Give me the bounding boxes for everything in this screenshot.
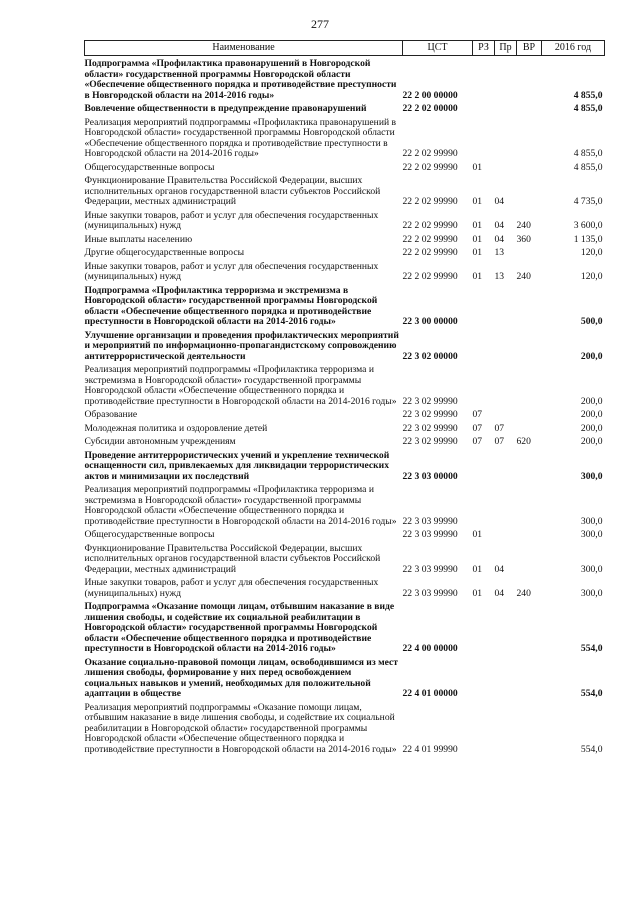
cell-cst: 22 3 03 99990 (402, 587, 458, 599)
cell-name: Реализация мероприятий подпрограммы «Профилактика правонарушений в Новгородской области» государственной программы Новгородской области «Обеспечение общественного порядка и противодействие преступности в Новгородской области на 2014-2016 годы» (84, 116, 397, 159)
table-row (85, 283, 605, 328)
table-row (85, 655, 605, 700)
cell-rz: 07 (472, 422, 483, 434)
table-row (85, 173, 605, 208)
cell-pr (495, 362, 517, 407)
cell-name: Иные закупки товаров, работ и услуг для обеспечения государственных (муниципальных) нужд (84, 260, 379, 282)
cell-amount: 300,0 (580, 587, 603, 599)
cell-pr: 04 (494, 220, 505, 231)
cell-name: Функционирование Правительства Российской Федерации, высших исполнительных органов государственной власти субъектов Российской Федерации, местных администраций (84, 175, 381, 207)
cell-cst: 22 4 01 00000 (402, 688, 458, 699)
table-row (85, 541, 605, 576)
cell-rz: 01 (472, 271, 483, 282)
header-cst: ЦСТ (403, 41, 473, 56)
table-row (85, 448, 605, 483)
cell-pr: 04 (494, 587, 505, 599)
cell-vr (517, 362, 542, 407)
cell-rz (473, 101, 495, 115)
cell-amount: 300,0 (580, 470, 603, 482)
table-row (85, 482, 605, 527)
cell-cst: 22 3 02 99990 (402, 409, 458, 420)
cell-rz (473, 362, 495, 407)
cell-vr (517, 421, 542, 435)
cell-rz: 01 (472, 247, 483, 258)
header-year: 2016 год (542, 41, 605, 56)
table-row (85, 232, 605, 246)
cell-name: Иные выплаты населению (84, 233, 193, 245)
cell-amount: 200,0 (580, 350, 603, 362)
cell-pr (495, 101, 517, 115)
cell-amount: 300,0 (580, 563, 603, 575)
budget-table (84, 40, 605, 755)
cell-vr (517, 283, 542, 328)
cell-amount: 120,0 (580, 247, 603, 258)
cell-vr: 360 (516, 233, 531, 245)
cell-cst: 22 3 02 99990 (402, 395, 458, 407)
cell-name: Вовлечение общественности в предупреждение правонарушений (84, 103, 367, 114)
cell-cst: 22 2 02 99990 (402, 271, 458, 282)
cell-vr (517, 599, 542, 655)
header-vr: ВР (517, 41, 542, 56)
cell-name: Подпрограмма «Оказание помощи лицам, отбывшим наказание в виде лишения свободы, и содействие их социальной реабилитации в Новгородской области» государственной программы Новгородской области «Обеспечение общественного порядка и противодействие преступности в Новгородской области на 2014-2016 годы» (84, 601, 395, 654)
cell-amount: 200,0 (580, 422, 603, 434)
cell-rz: 01 (472, 529, 483, 540)
cell-pr (495, 56, 517, 102)
cell-cst: 22 2 02 00000 (402, 103, 458, 114)
cell-vr (517, 56, 542, 102)
cell-vr: 240 (516, 220, 531, 231)
cell-pr (495, 407, 517, 421)
cell-rz (473, 56, 495, 102)
cell-vr: 620 (516, 436, 531, 447)
cell-cst: 22 3 02 99990 (402, 422, 458, 434)
table-row (85, 208, 605, 232)
cell-name: Общегосударственные вопросы (84, 161, 215, 173)
cell-rz (473, 655, 495, 700)
cell-name: Общегосударственные вопросы (84, 529, 215, 540)
table-row (85, 101, 605, 115)
table-row (85, 328, 605, 363)
cell-vr (517, 101, 542, 115)
cell-pr (495, 448, 517, 483)
cell-amount: 4 855,0 (573, 89, 603, 101)
cell-rz: 01 (472, 587, 483, 599)
cell-cst: 22 2 02 99990 (402, 196, 458, 207)
cell-pr (495, 527, 517, 541)
cell-vr (517, 655, 542, 700)
table-row (85, 434, 605, 448)
cell-pr (495, 160, 517, 174)
cell-pr (495, 482, 517, 527)
cell-rz (473, 700, 495, 756)
cell-cst: 22 3 00 00000 (402, 316, 458, 327)
cell-vr: 240 (516, 271, 531, 282)
cell-pr: 13 (494, 247, 505, 258)
cell-rz: 01 (472, 196, 483, 207)
cell-name: Оказание социально-правовой помощи лицам, освободившимся из мест лишения свободы, формирование у них перед освобождением социальных навыков и умений, необходимых для положительной адаптации в обществе (84, 656, 398, 699)
table-row (85, 56, 605, 102)
table-row (85, 115, 605, 160)
table-row (85, 599, 605, 655)
cell-amount: 500,0 (580, 316, 603, 327)
cell-vr (517, 328, 542, 363)
table-row (85, 160, 605, 174)
cell-amount: 120,0 (580, 271, 603, 282)
cell-name: Образование (84, 409, 138, 420)
cell-name: Молодежная политика и оздоровление детей (84, 422, 268, 434)
cell-rz (473, 599, 495, 655)
cell-vr (517, 160, 542, 174)
cell-vr (517, 245, 542, 259)
cell-vr: 240 (516, 587, 531, 599)
cell-vr (517, 541, 542, 576)
cell-pr (495, 115, 517, 160)
cell-name: Реализация мероприятий подпрограммы «Оказание помощи лицам, отбывшим наказание в виде лишения свободы, и содействие их социальной реабилитации в Новгородской области» государственной программы Новгородской области «Обеспечение общественного порядка и противодействие преступности в Новгородской области на 2014-2016 годы» (84, 701, 397, 755)
table-row (85, 259, 605, 283)
cell-rz: 01 (472, 161, 483, 173)
cell-pr: 04 (494, 233, 505, 245)
cell-name: Подпрограмма «Профилактика правонарушений в Новгородской области» государственной программы Новгородской области «Обеспечение общественного порядка и противодействие преступности в Новгородской области на 2014-2016 годы» (84, 58, 397, 101)
cell-rz: 01 (472, 220, 483, 231)
cell-rz: 07 (472, 436, 483, 447)
cell-rz (473, 283, 495, 328)
table-row (85, 527, 605, 541)
cell-vr (517, 482, 542, 527)
cell-amount: 554,0 (580, 643, 603, 654)
cell-amount: 4 735,0 (573, 196, 603, 207)
cell-cst: 22 3 03 99990 (402, 563, 458, 575)
cell-cst: 22 3 02 00000 (402, 350, 458, 362)
table-body (85, 56, 605, 756)
cell-name: Реализация мероприятий подпрограммы «Профилактика терроризма и экстремизма в Новгородской области» государственной программы Новгородской области «Обеспечение общественного порядка и противодействие преступности в Новгородской области на 2014-2016 годы» (84, 484, 397, 527)
table-row (85, 245, 605, 259)
cell-pr (495, 599, 517, 655)
cell-amount: 300,0 (580, 515, 603, 527)
cell-rz: 01 (472, 233, 483, 245)
header-pr: Пр (495, 41, 517, 56)
cell-vr (517, 527, 542, 541)
table-row (85, 421, 605, 435)
table-row (85, 407, 605, 421)
cell-name: Функционирование Правительства Российской Федерации, высших исполнительных органов государственной власти субъектов Российской Федерации, местных администраций (84, 542, 381, 575)
cell-rz: 01 (472, 563, 483, 575)
cell-pr (495, 655, 517, 700)
cell-name: Иные закупки товаров, работ и услуг для обеспечения государственных (муниципальных) нужд (84, 577, 379, 599)
cell-rz (473, 115, 495, 160)
cell-cst: 22 2 02 99990 (402, 161, 458, 173)
cell-cst: 22 2 02 99990 (402, 148, 458, 159)
cell-name: Проведение антитеррористических учений и укрепление технической оснащенности сил, привлекаемых для ликвидации террористических актов и минимизации их последствий (84, 449, 390, 482)
cell-cst: 22 2 00 00000 (402, 89, 458, 101)
cell-cst: 22 3 03 99990 (402, 529, 458, 540)
table-header-row (85, 41, 605, 56)
cell-pr: 07 (494, 436, 505, 447)
cell-cst: 22 3 03 99990 (402, 515, 458, 527)
cell-name: Субсидии автономным учреждениям (84, 436, 236, 447)
cell-name: Иные закупки товаров, работ и услуг для обеспечения государственных (муниципальных) нужд (84, 209, 379, 231)
table-row (85, 362, 605, 407)
cell-amount: 200,0 (580, 395, 603, 407)
header-name: Наименование (85, 41, 403, 56)
cell-rz (473, 328, 495, 363)
cell-cst: 22 2 02 99990 (402, 247, 458, 258)
cell-vr (517, 700, 542, 756)
cell-amount: 554,0 (580, 743, 603, 755)
cell-rz (473, 448, 495, 483)
cell-vr (517, 448, 542, 483)
cell-amount: 300,0 (580, 529, 603, 540)
cell-pr: 04 (494, 196, 505, 207)
cell-name: Подпрограмма «Профилактика терроризма и экстремизма в Новгородской области» государственной программы Новгородской области «Обеспечение общественного порядка и противодействие преступности в Новгородской области на 2014-2016 годы» (84, 284, 378, 327)
cell-pr: 04 (494, 563, 505, 575)
cell-cst: 22 2 02 99990 (402, 220, 458, 231)
cell-vr (517, 407, 542, 421)
cell-pr: 13 (494, 271, 505, 282)
cell-vr (517, 115, 542, 160)
cell-rz (473, 482, 495, 527)
cell-cst: 22 3 03 00000 (402, 470, 458, 482)
cell-name: Реализация мероприятий подпрограммы «Профилактика терроризма и экстремизма в Новгородской области» государственной программы Новгородской области «Обеспечение общественного порядка и противодействие преступности в Новгородской области на 2014-2016 годы» (84, 364, 397, 407)
cell-cst: 22 4 00 00000 (402, 643, 458, 654)
cell-pr: 07 (494, 422, 505, 434)
cell-name: Другие общегосударственные вопросы (84, 247, 245, 258)
cell-amount: 4 855,0 (573, 148, 603, 159)
cell-cst: 22 2 02 99990 (402, 233, 458, 245)
header-rz: РЗ (473, 41, 495, 56)
cell-amount: 3 600,0 (573, 220, 603, 231)
cell-pr (495, 700, 517, 756)
cell-cst: 22 3 02 99990 (402, 436, 458, 447)
cell-amount: 4 855,0 (573, 103, 603, 114)
table-row (85, 700, 605, 756)
cell-amount: 4 855,0 (573, 161, 603, 173)
table-row (85, 575, 605, 599)
cell-amount: 200,0 (580, 436, 603, 447)
cell-vr (517, 173, 542, 208)
cell-amount: 200,0 (580, 409, 603, 420)
cell-amount: 1 135,0 (573, 233, 603, 245)
cell-rz: 07 (472, 409, 483, 420)
cell-pr (495, 328, 517, 363)
cell-pr (495, 283, 517, 328)
page-number: 277 (311, 17, 329, 31)
cell-name: Улучшение организации и проведения профилактических мероприятий и мероприятий по информационно-пропагандистскому сопровождению антитеррористической деятельности (84, 329, 399, 362)
cell-amount: 554,0 (580, 688, 603, 699)
cell-cst: 22 4 01 99990 (402, 743, 458, 755)
